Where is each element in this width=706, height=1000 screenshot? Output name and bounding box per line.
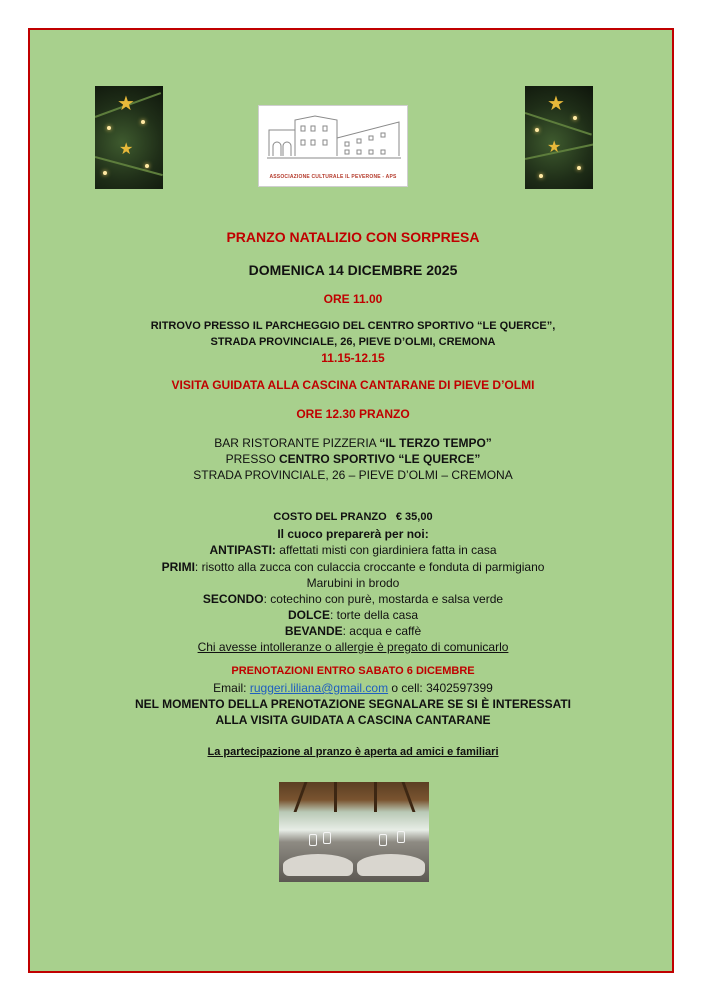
menu-item [30, 543, 676, 557]
christmas-tree-icon: ★ ★ [525, 86, 593, 189]
menu-item-label: PRIMI [161, 560, 195, 574]
cost-value: € 35,00 [395, 511, 433, 523]
meeting-place-line2: STRADA PROVINCIALE, 26, PIEVE D’OLMI, CREMONA [210, 336, 496, 348]
menu-item [30, 624, 676, 638]
venue-address: STRADA PROVINCIALE, 26 – PIEVE D’OLMI – CREMONA [193, 468, 513, 482]
booking-deadline: PRENOTAZIONI ENTRO SABATO 6 DICEMBRE [231, 665, 475, 677]
association-logo [258, 105, 408, 187]
email-link[interactable]: ruggeri.liliana@gmail.com [249, 681, 389, 695]
menu-item [30, 560, 676, 574]
visit-time: 11.15-12.15 [321, 351, 385, 365]
menu-item-text: affettati misti con giardiniera fatta in casa [275, 543, 497, 557]
menu-item-text: : risotto alla zucca con culaccia croccante e fonduta di parmigiano [194, 560, 545, 574]
guided-visit: VISITA GUIDATA ALLA CASCINA CANTARANE DI PIEVE D’OLMI [171, 378, 535, 392]
cost-label: COSTO DEL PRANZO [273, 511, 387, 523]
meeting-place-line1: RITROVO PRESSO IL PARCHEGGIO DEL CENTRO SPORTIVO “LE QUERCE”, [150, 320, 556, 332]
restaurant-dining-room-photo [279, 782, 429, 882]
menu-item-label: SECONDO [202, 592, 264, 606]
logo-caption: ASSOCIAZIONE CULTURALE IL PEVERONE - APS [269, 174, 397, 180]
lunch-cost [30, 511, 676, 523]
menu-item [30, 592, 676, 606]
christmas-tree-icon: ★ ★ [95, 86, 163, 189]
menu-item-label: DOLCE [287, 608, 330, 622]
meeting-time: ORE 11.00 [323, 292, 383, 306]
venue-center-line [30, 452, 676, 466]
venue-name-line [30, 436, 676, 450]
farmhouse-drawing-icon [265, 112, 403, 172]
flyer-page [28, 28, 674, 973]
lunch-time: ORE 12.30 PRANZO [296, 407, 410, 421]
venue-center: CENTRO SPORTIVO “LE QUERCE” [279, 452, 481, 466]
menu-item-label: BEVANDE [284, 624, 343, 638]
event-date: DOMENICA 14 DICEMBRE 2025 [248, 262, 458, 278]
allergy-note: Chi avesse intolleranze o allergie è pregato di comunicarlo [197, 640, 509, 654]
venue-prefix: BAR RISTORANTE PIZZERIA [214, 436, 380, 450]
menu-item [30, 608, 676, 622]
menu-item-text: Marubini in brodo [306, 576, 400, 590]
menu-item [30, 576, 676, 590]
booking-notice-line2: ALLA VISITA GUIDATA A CASCINA CANTARANE [215, 713, 491, 727]
menu-item-text: : acqua e caffè [342, 624, 422, 638]
menu-item-label: ANTIPASTI: [209, 543, 276, 557]
email-label: Email: [213, 681, 250, 695]
venue-name: “IL TERZO TEMPO” [379, 436, 492, 450]
cell-label: o cell: [388, 681, 427, 695]
booking-notice-line1: NEL MOMENTO DELLA PRENOTAZIONE SEGNALARE SE SI È INTERESSATI [134, 697, 572, 711]
menu-intro: Il cuoco preparerà per noi: [277, 527, 429, 541]
menu-item-text: : cotechino con purè, mostarda e salsa verde [263, 592, 504, 606]
open-participation-note: La partecipazione al pranzo è aperta ad amici e familiari [207, 746, 499, 758]
menu-item-text: : torte della casa [329, 608, 419, 622]
venue-at: PRESSO [225, 452, 279, 466]
event-title: PRANZO NATALIZIO CON SORPRESA [226, 229, 480, 245]
cell-number: 3402597399 [426, 681, 493, 695]
booking-contacts [30, 681, 676, 695]
